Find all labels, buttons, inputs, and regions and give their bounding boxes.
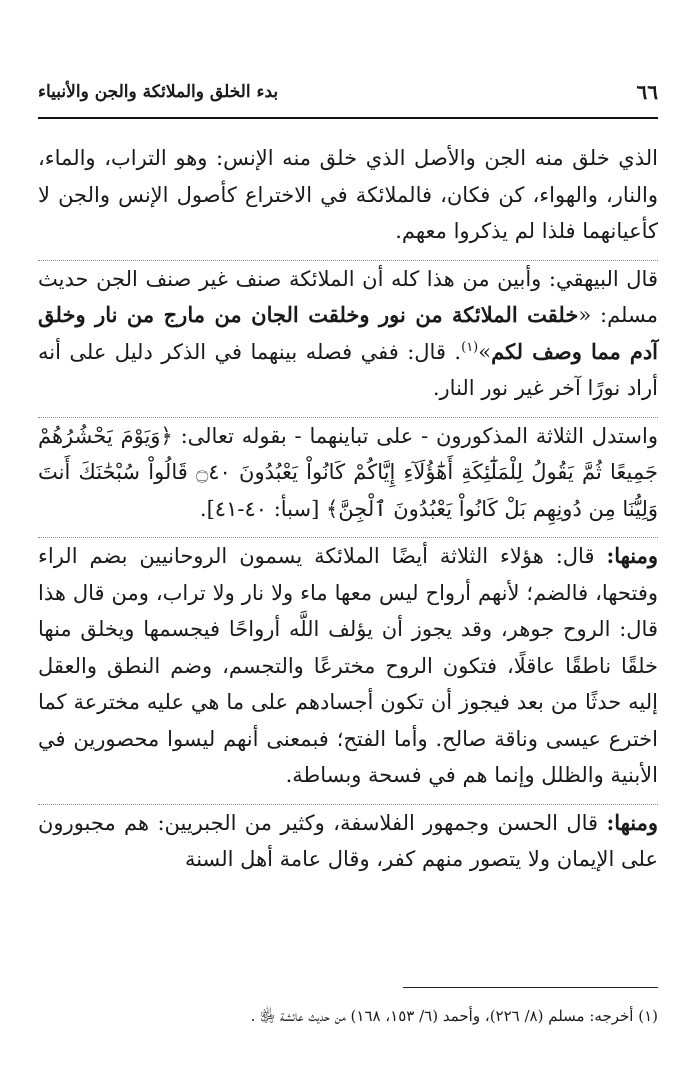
running-header [38,72,658,112]
paragraph-4-text: قال: هؤلاء الثلاثة أيضًا الملائكة يسمون الروحانيين بضم الراء وفتحها، فالضم؛ لأنهم أرواح ليس معها ماء ولا نار ولا تراب، ومن قال هذا قال: الروح جوهر، وقد يجوز أن يؤلف اللَّه أرواحًا فيجسمها ويخلق منها خلقًا ناطقًا عاقلًا، فتكون الروح مخترعًا والتجسم، وضم النطق والعقل إليه حدثًا من بعد فيجوز أن تكون أجسادهم على ما هي عليه مخترعة كما اخترع عيسى وناقة صالح. وأما الفتح؛ فبمعنى أنهم ليسوا محصورين في الأبنية والظلل وإنما هم في فسحة وبساطة. [38,544,658,787]
header-rule [38,117,658,119]
paragraph-2-text-b: » [478,339,492,364]
footnote-reference[interactable]: (١) [461,339,479,355]
paragraph-1 [38,140,658,250]
paragraph-2-text-c: . قال: ففي فصله بينهما في الذكر دليل على أنه أراد نورًا آخر غير نور النار. [38,339,658,400]
paragraph-1-text: الذي خلق منه الجن والأصل الذي خلق منه الإنس: وهو التراب، والماء، والنار، والهواء، كن فكان، فالملائكة في الاختراع كأصول الإنس والجن لا كأعيانهما فلذا لم يذكروا معهم. [38,146,658,243]
paragraph-3-text-a: واستدل الثلاثة المذكورون - على تباينهما - بقوله تعالى: [172,423,658,448]
paragraph-4-lead: ومنها: [606,543,658,568]
page-number: ٦٦ [636,80,658,104]
paragraph-2 [38,261,658,407]
footnote-rule [403,987,658,988]
paragraph-2-text-a: قال البيهقي: وأبين من هذا كله أن الملائكة صنف غير صنف الجن حديث مسلم: « [38,266,658,327]
verse-citation: [سبأ: ٤٠-٤١]. [199,496,326,521]
paragraph-4 [38,538,658,794]
footnote: (١) أخرجه: مسلم (٨/ ٢٢٦)، وأحمد (٦/ ١٥٣، ١٦٨) من حديث عائشة ﵂ . [250,1007,658,1025]
paragraph-5 [38,805,658,878]
hadith-quote: خلقت الملائكة من نور وخلقت الجان من مارج من نار وخلق آدم مما وصف لكم [38,302,659,364]
paragraph-3 [38,418,658,528]
main-text [38,140,658,878]
paragraph-5-lead: ومنها: [606,809,658,835]
quran-verse: ﴿وَيَوْمَ يَحْشُرُهُمْ جَمِيعًا ثُمَّ يَقُولُ لِلْمَلَٰٓئِكَةِ أَهَٰٓؤُلَآءِ إِيَّاكُمْ كَانُواْ يَعْبُدُونَ ۝٤٠ قَالُواْ سُبْحَٰنَكَ أَنتَ وَلِيُّنَا مِن دُونِهِم بَلْ كَانُواْ يَعْبُدُونَ ٱلْجِنَّ﴾ [38,423,658,521]
paragraph-5-text: قال الحسن وجمهور الفلاسفة، وكثير من الجبريين: هم مجبورون على الإيمان ولا يتصور منهم كفر، وقال عامة أهل السنة [38,810,658,871]
chapter-title: بدء الخلق والملائكة والجن والأنبياء [38,82,279,102]
